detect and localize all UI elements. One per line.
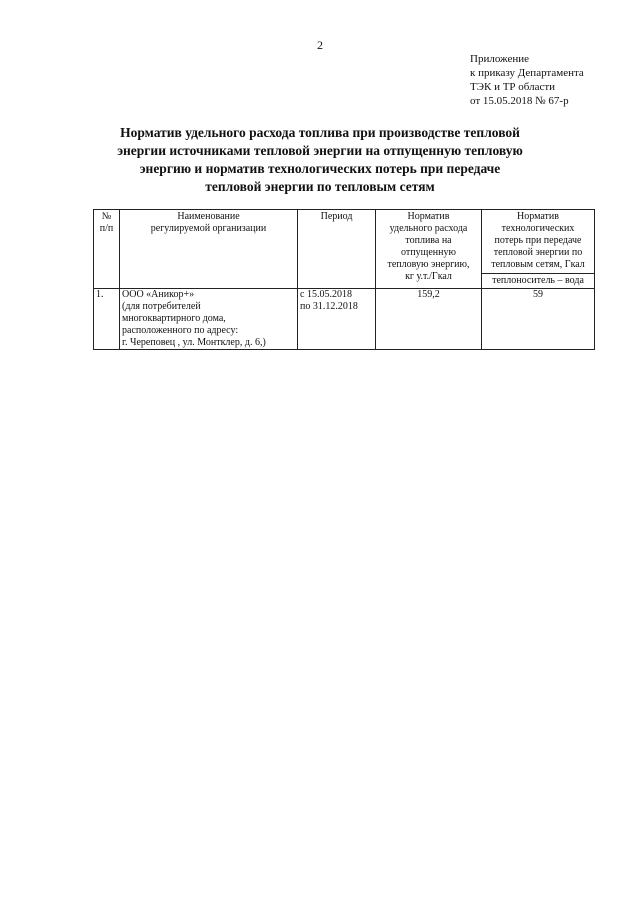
- appendix-line: Приложение: [470, 53, 530, 65]
- header-period: Период: [298, 210, 376, 289]
- appendix-block: [470, 52, 584, 108]
- page-number: 2: [317, 38, 323, 52]
- title-line: энергии источниками тепловой энергии на отпущенную тепловую: [117, 143, 523, 158]
- table-header-row: [94, 210, 595, 289]
- title-line: тепловой энергии по тепловым сетям: [205, 179, 435, 194]
- cell-fuel-norm: 159,2: [376, 289, 482, 350]
- document-title: [100, 124, 540, 196]
- table-row: [94, 289, 595, 350]
- title-line: Норматив удельного расхода топлива при производстве тепловой: [120, 125, 520, 140]
- header-loss-norm: Норматив технологических потерь при передаче тепловой энергии по тепловым сетям, Гкал теплоноситель – вода: [482, 210, 595, 289]
- header-num: № п/п: [94, 210, 120, 289]
- appendix-line: от 15.05.2018 № 67-р: [470, 95, 569, 107]
- header-loss-subheader: теплоноситель – вода: [482, 273, 594, 287]
- appendix-line: к приказу Департамента: [470, 67, 584, 79]
- cell-num: 1.: [94, 289, 120, 350]
- cell-organization: ООО «Аникор+» (для потребителей многоквартирного дома, расположенного по адресу: г. Череповец , ул. Монтклер, д. 6,): [120, 289, 298, 350]
- cell-period: с 15.05.2018 по 31.12.2018: [298, 289, 376, 350]
- appendix-line: ТЭК и ТР области: [470, 81, 556, 93]
- norms-table: [93, 209, 595, 350]
- header-organization: Наименование регулируемой организации: [120, 210, 298, 289]
- title-line: энергию и норматив технологических потерь при передаче: [139, 161, 501, 176]
- header-fuel-norm: Норматив удельного расхода топлива на отпущенную тепловую энергию, кг у.т./Гкал: [376, 210, 482, 289]
- cell-loss-norm: 59: [482, 289, 595, 350]
